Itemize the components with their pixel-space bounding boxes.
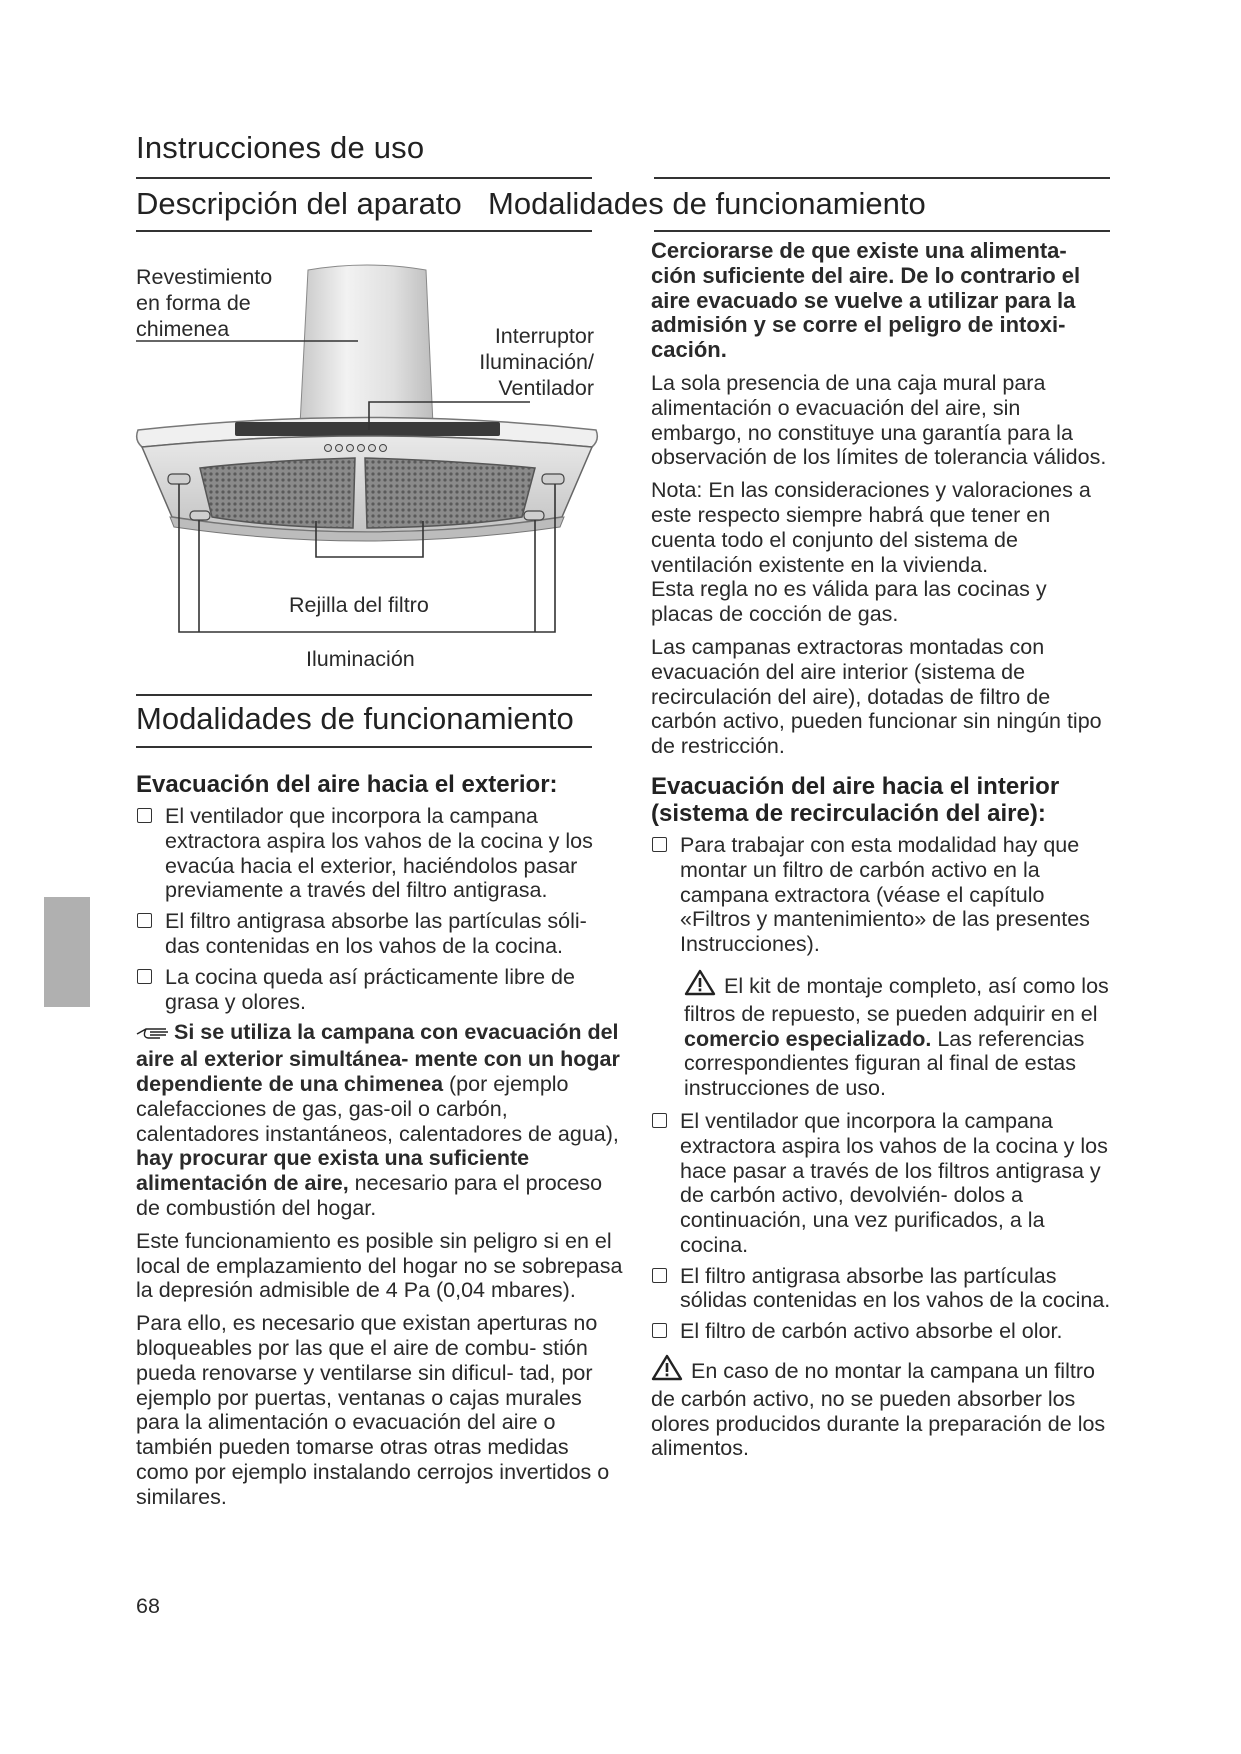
label-chimney-cover: Revestimiento en forma de chimenea bbox=[136, 265, 273, 341]
kit-note: El kit de montaje completo, así como los filtros de repuesto, se pueden adquirir en el comercio especializado. Las referencias correspondientes figuran al final de estas instrucciones de uso. bbox=[651, 969, 1111, 1101]
title-rule-left bbox=[136, 177, 592, 179]
list-item: El filtro antigrasa absorbe las partículas sólidas contenidas en los vahos de la cocina. bbox=[651, 1264, 1111, 1314]
ventilation-warning: Cerciorarse de que existe una alimenta- ción suficiente del aire. De lo contrario el aire evacuado se vuelve a utilizar para la admisión y se corre el peligro de intoxi- cación. bbox=[651, 238, 1081, 363]
section-rule-bottom bbox=[136, 746, 592, 748]
checkbox-bullet-icon bbox=[652, 837, 667, 852]
pointing-hand-icon bbox=[136, 1022, 170, 1047]
heading-left: Descripción del aparato bbox=[136, 186, 462, 221]
list-item: El ventilador que incorpora la campana extractora aspira los vahos de la cocina y los evacúa hacia el exterior, haciéndolos pasar previamente a través del filtro antigrasa. bbox=[136, 804, 624, 903]
section-title-modes: Modalidades de funcionamiento bbox=[136, 701, 574, 736]
checkbox-bullet-icon bbox=[652, 1113, 667, 1128]
label-lighting: Iluminación bbox=[306, 647, 415, 671]
list-item: El filtro de carbón activo absorbe el olor. bbox=[651, 1319, 1111, 1344]
checkbox-bullet-icon bbox=[652, 1323, 667, 1338]
subheading-exterior: Evacuación del aire hacia el exterior: bbox=[136, 771, 558, 798]
document-title: Instrucciones de uso bbox=[136, 130, 425, 165]
subheading-interior: Evacuación del aire hacia el interior (sistema de recirculación del aire): bbox=[651, 772, 1060, 827]
left-column bbox=[136, 771, 624, 1518]
paragraph: Las campanas extractoras montadas con evacuación del aire interior (sistema de recirculación del aire), dotadas de filtro de carbón activo, pueden funcionar sin ningún tipo de restricción. bbox=[651, 634, 1102, 759]
chimney-note: Si se utiliza la campana con evacuación del aire al exterior simultánea- mente con un hogar dependiente de una chimenea (por ejemplo calefacciones de gas, gas-oil o carbón, calentadores instantáneos, calentadores de agua), hay procurar que exista una suficiente alimentación de aire, necesario para el proceso de combustión del hogar. bbox=[136, 1020, 620, 1220]
list-item: El ventilador que incorpora la campana extractora aspira los vahos de la cocina y los hace pasar a través de los filtros antigrasa y de carbón activo, devolvién- dolos a continuación, una vez purificados, a la cocina. bbox=[651, 1109, 1111, 1258]
heading-right: Modalidades de funcionamiento bbox=[488, 186, 926, 221]
right-column bbox=[651, 239, 1111, 1469]
checkbox-bullet-icon bbox=[137, 808, 152, 823]
warning-triangle-icon bbox=[684, 969, 716, 1002]
paragraph: Esta regla no es válida para las cocinas y placas de cocción de gas. bbox=[651, 577, 1047, 627]
paragraph: La sola presencia de una caja mural para alimentación o evacuación del aire, sin embargo, no constituye una garantía para la observación de los límites de tolerancia válidos. bbox=[651, 370, 1107, 470]
label-filter-grille: Rejilla del filtro bbox=[289, 593, 429, 617]
section-tab-marker bbox=[44, 897, 90, 1007]
paragraph: Este funcionamiento es posible sin peligro si en el local de emplazamiento del hogar no se sobrepasa la depresión admisible de 4 Pa (0,04 mbares). bbox=[136, 1228, 623, 1303]
checkbox-bullet-icon bbox=[652, 1268, 667, 1283]
paragraph: Para ello, es necesario que existan aperturas no bloqueables por las que el aire de combu- stión pueda renovarse y ventilarse sin dificul- tad, por ejemplo por puertas, ventanas o cajas murales para la alimentación o evacuación del aire o también pueden tomarse otras otras medidas como por ejemplo instalando cerrojos invertidos o similares. bbox=[136, 1311, 610, 1509]
checkbox-bullet-icon bbox=[137, 969, 152, 984]
paragraph: Nota: En las consideraciones y valoraciones a este respecto siempre habrá que tener en cuenta todo el conjunto del sistema de ventilación existente en la vivienda. bbox=[651, 478, 1091, 577]
page-number: 68 bbox=[136, 1594, 160, 1618]
title-rule-right bbox=[654, 177, 1110, 179]
warning-triangle-icon bbox=[651, 1354, 683, 1387]
carbon-filter-note: En caso de no montar la campana un filtro de carbón activo, no se pueden absorber los olores producidos durante la preparación de los alimentos. bbox=[651, 1354, 1111, 1461]
heading-rule-right bbox=[654, 230, 1110, 232]
section-rule-top bbox=[136, 694, 592, 696]
list-item: La cocina queda así prácticamente libre de grasa y olores. bbox=[136, 965, 624, 1015]
list-item: El filtro antigrasa absorbe las partículas sóli- das contenidas en los vahos de la cocina. bbox=[136, 909, 624, 959]
checkbox-bullet-icon bbox=[137, 913, 152, 928]
label-switch: Interruptor Iluminación/ Ventilador bbox=[479, 324, 594, 400]
list-item: Para trabajar con esta modalidad hay que montar un filtro de carbón activo en la campana extractora (véase el capítulo «Filtros y mantenimiento» de las presentes Instrucciones). bbox=[651, 833, 1111, 957]
heading-rule-left bbox=[136, 230, 592, 232]
